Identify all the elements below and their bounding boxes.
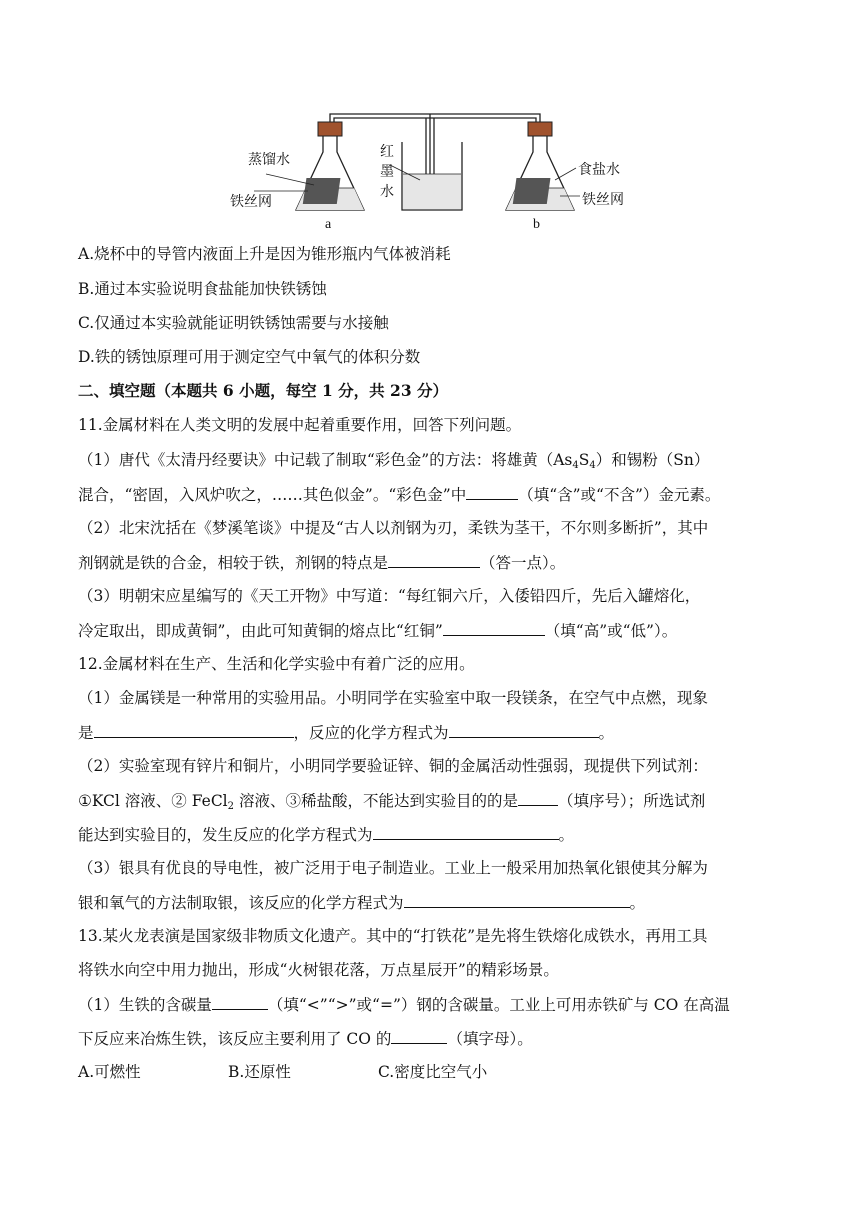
q12-stem: 12.金属材料在生产、生活和化学实验中有着广泛的应用。 <box>78 655 475 673</box>
answer-blank[interactable] <box>443 619 545 636</box>
q12-part2-line2: ①KCl 溶液、② FeCl$_2$ 溶液、③稀盐酸，不能达到实验目的的是 （填序号）；所选试剂 <box>78 789 705 818</box>
experiment-figure <box>230 110 650 235</box>
answer-blank[interactable] <box>391 1027 447 1044</box>
answer-blank[interactable] <box>466 483 518 500</box>
q13-options <box>78 1061 487 1083</box>
label-iron-mesh-a: 铁丝网 <box>230 193 272 209</box>
q11-part3-line1: （3）明朝宋应星编写的《天工开物》中写道：“每红铜六斤，入倭铅四斤，先后入罐熔化， <box>78 587 701 605</box>
q12-part1-line2: 是 ，反应的化学方程式为 。 <box>78 721 614 744</box>
q13-stem-line1: 13.某火龙表演是国家级非物质文化遗产。其中的“打铁花”是先将生铁熔化成铁水，再用工具 <box>78 927 708 945</box>
answer-blank[interactable] <box>449 721 599 738</box>
q11-part3-line2: 冷定取出，即成黄铜”，由此可知黄铜的熔点比“红铜” （填“高”或“低”）。 <box>78 619 677 642</box>
answer-blank[interactable] <box>388 551 480 568</box>
q11-part1-line1: （1）唐代《太清丹经要诀》中记载了制取“彩色金”的方法：将雄黄$(As_4S_4)$和锡粉（Sn） <box>78 451 710 471</box>
q13-option-a: A.可燃性 <box>78 1063 141 1081</box>
answer-blank[interactable] <box>94 721 294 738</box>
q13-option-c: C.密度比空气小 <box>378 1063 488 1081</box>
answer-blank[interactable] <box>373 823 559 840</box>
label-iron-mesh-b: 铁丝网 <box>582 191 624 207</box>
answer-blank[interactable] <box>212 993 268 1010</box>
q13-option-b: B.还原性 <box>228 1063 291 1081</box>
label-distilled-water: 蒸馏水 <box>248 151 290 167</box>
q10-option-a: A.烧杯中的导管内液面上升是因为锥形瓶内气体被消耗 <box>78 245 451 263</box>
q12-part3-line2: 银和氧气的方法制取银，该反应的化学方程式为 。 <box>78 891 645 914</box>
q12-part2-line3: 能达到实验目的，发生反应的化学方程式为 。 <box>78 823 574 846</box>
q10-option-d: D.铁的锈蚀原理可用于测定空气中氧气的体积分数 <box>78 348 421 366</box>
q13-part1-line1: （1）生铁的含碳量 （填“<”“>”或“=”）钢的含碳量。工业上可用赤铁矿与 CO 在高温 <box>78 993 730 1016</box>
q12-part2-line1: （2）实验室现有锌片和铜片，小明同学要验证锌、铜的金属活动性强弱，现提供下列试剂： <box>78 757 708 775</box>
q10-option-c: C.仅通过本实验就能证明铁锈蚀需要与水接触 <box>78 314 389 332</box>
q11-stem: 11.金属材料在人类文明的发展中起着重要作用，回答下列问题。 <box>78 416 522 434</box>
label-red-ink-1: 红 <box>380 143 394 159</box>
label-flask-a: a <box>325 217 332 232</box>
q11-part2-line2: 剂钢就是铁的合金，相较于铁，剂钢的特点是 （答一点）。 <box>78 551 565 574</box>
q13-part1-line2: 下反应来冶炼生铁，该反应主要利用了 CO 的 （填字母）。 <box>78 1027 533 1050</box>
section-title: 二、填空题（本题共 6 小题，每空 1 分，共 23 分） <box>78 381 449 400</box>
q11-part1-line2: 混合，“密固，入风炉吹之，……其色似金”。“彩色金”中 （填“含”或“不含”）金元素。 <box>78 483 720 506</box>
label-flask-b: b <box>533 217 540 232</box>
q11-part2-line1: （2）北宋沈括在《梦溪笔谈》中提及“古人以剂钢为刃，柔铁为茎干，不尔则多断折”，其中 <box>78 519 709 537</box>
q12-part1-line1: （1）金属镁是一种常用的实验用品。小明同学在实验室中取一段镁条，在空气中点燃，现象 <box>78 689 708 707</box>
q10-option-b: B.通过本实验说明食盐能加快铁锈蚀 <box>78 280 327 298</box>
q13-stem-line2: 将铁水向空中用力抛出，形成“火树银花落，万点星辰开”的精彩场景。 <box>78 961 559 979</box>
flask-b <box>506 122 580 210</box>
q12-part3-line1: （3）银具有优良的导电性，被广泛用于电子制造业。工业上一般采用加热氧化银使其分解为 <box>78 859 708 877</box>
answer-blank[interactable] <box>404 891 630 908</box>
label-red-ink-3: 水 <box>380 183 394 199</box>
answer-blank[interactable] <box>518 789 558 806</box>
label-red-ink-2: 墨 <box>380 163 394 179</box>
label-salt-water: 食盐水 <box>578 161 620 177</box>
